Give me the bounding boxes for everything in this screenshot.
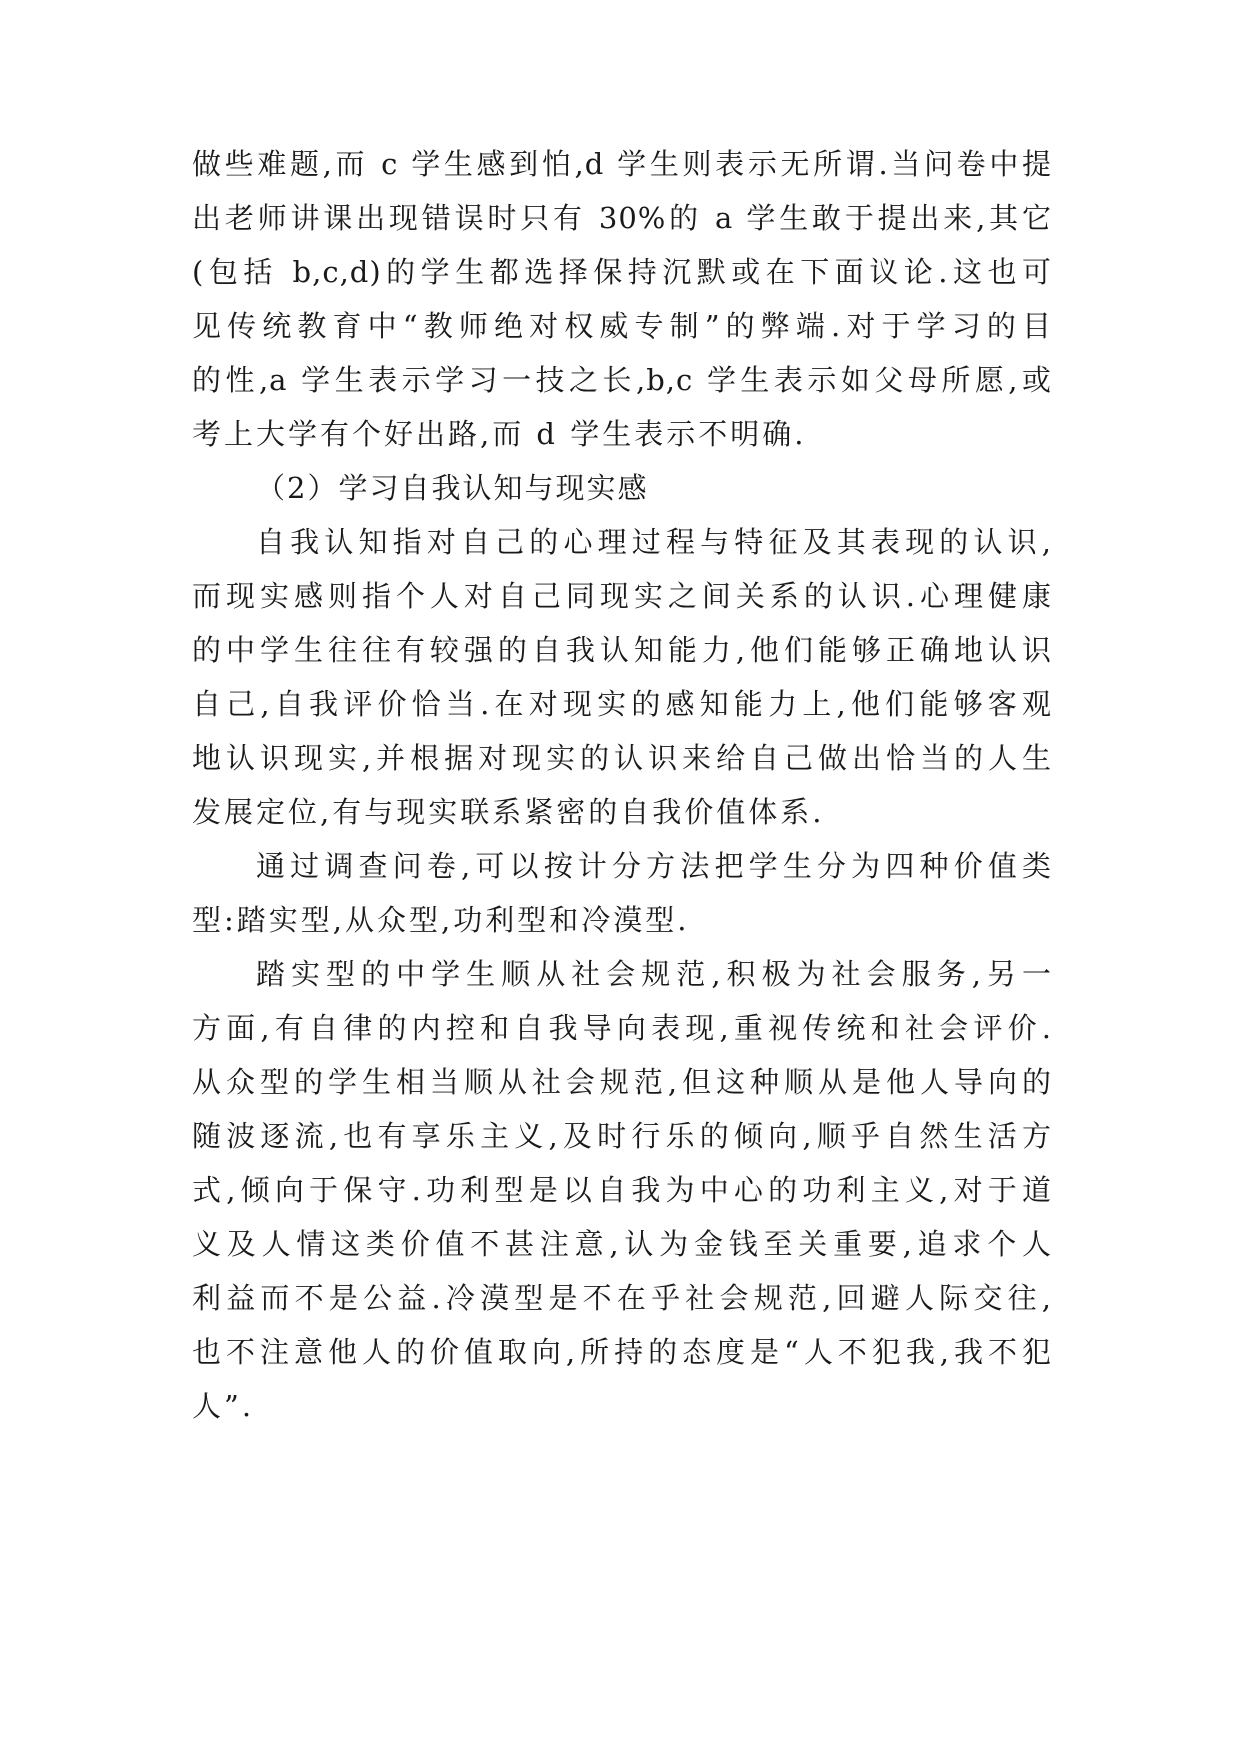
paragraph-line: 随波逐流,也有享乐主义,及时行乐的倾向,顺乎自然生活方 xyxy=(192,1119,1052,1153)
paragraph-line: 型:踏实型,从众型,功利型和冷漠型. xyxy=(192,903,690,937)
paragraph-line: 考上大学有个好出路,而 d 学生表示不明确. xyxy=(192,417,807,451)
paragraph-line: 做些难题,而 c 学生感到怕,d 学生则表示无所谓.当问卷中提 xyxy=(192,147,1052,181)
paragraph-line: 式,倾向于保守.功利型是以自我为中心的功利主义,对于道 xyxy=(192,1173,1052,1207)
paragraph-line: 出老师讲课出现错误时只有 30%的 a 学生敢于提出来,其它 xyxy=(192,201,1052,235)
paragraph-line: 而现实感则指个人对自己同现实之间关系的认识.心理健康 xyxy=(192,579,1052,613)
paragraph-line: 方面,有自律的内控和自我导向表现,重视传统和社会评价. xyxy=(192,1011,1052,1045)
paragraph-line: 踏实型的中学生顺从社会规范,积极为社会服务,另一 xyxy=(256,957,1052,991)
paragraph-line: 从众型的学生相当顺从社会规范,但这种顺从是他人导向的 xyxy=(192,1065,1052,1099)
paragraph-line: 人”. xyxy=(192,1389,255,1423)
paragraph-line: 利益而不是公益.冷漠型是不在乎社会规范,回避人际交往, xyxy=(192,1281,1052,1315)
paragraph-line: 地认识现实,并根据对现实的认识来给自己做出恰当的人生 xyxy=(192,741,1052,775)
paragraph-line: 也不注意他人的价值取向,所持的态度是“人不犯我,我不犯 xyxy=(192,1335,1052,1369)
paragraph-line: 通过调查问卷,可以按计分方法把学生分为四种价值类 xyxy=(256,849,1052,883)
paragraph-line: 见传统教育中“教师绝对权威专制”的弊端.对于学习的目 xyxy=(192,309,1052,343)
paragraph-line: 的性,a 学生表示学习一技之长,b,c 学生表示如父母所愿,或 xyxy=(192,363,1052,397)
paragraph-line: 自我认知指对自己的心理过程与特征及其表现的认识, xyxy=(256,525,1052,559)
paragraph-line: 的中学生往往有较强的自我认知能力,他们能够正确地认识 xyxy=(192,633,1052,667)
section-heading: （2）学习自我认知与现实感 xyxy=(256,471,649,505)
paragraph-line: (包括 b,c,d)的学生都选择保持沉默或在下面议论.这也可 xyxy=(192,255,1052,289)
paragraph-line: 发展定位,有与现实联系紧密的自我价值体系. xyxy=(192,795,825,829)
paragraph-line: 自己,自我评价恰当.在对现实的感知能力上,他们能够客观 xyxy=(192,687,1052,721)
paragraph-line: 义及人情这类价值不甚注意,认为金钱至关重要,追求个人 xyxy=(192,1227,1052,1261)
